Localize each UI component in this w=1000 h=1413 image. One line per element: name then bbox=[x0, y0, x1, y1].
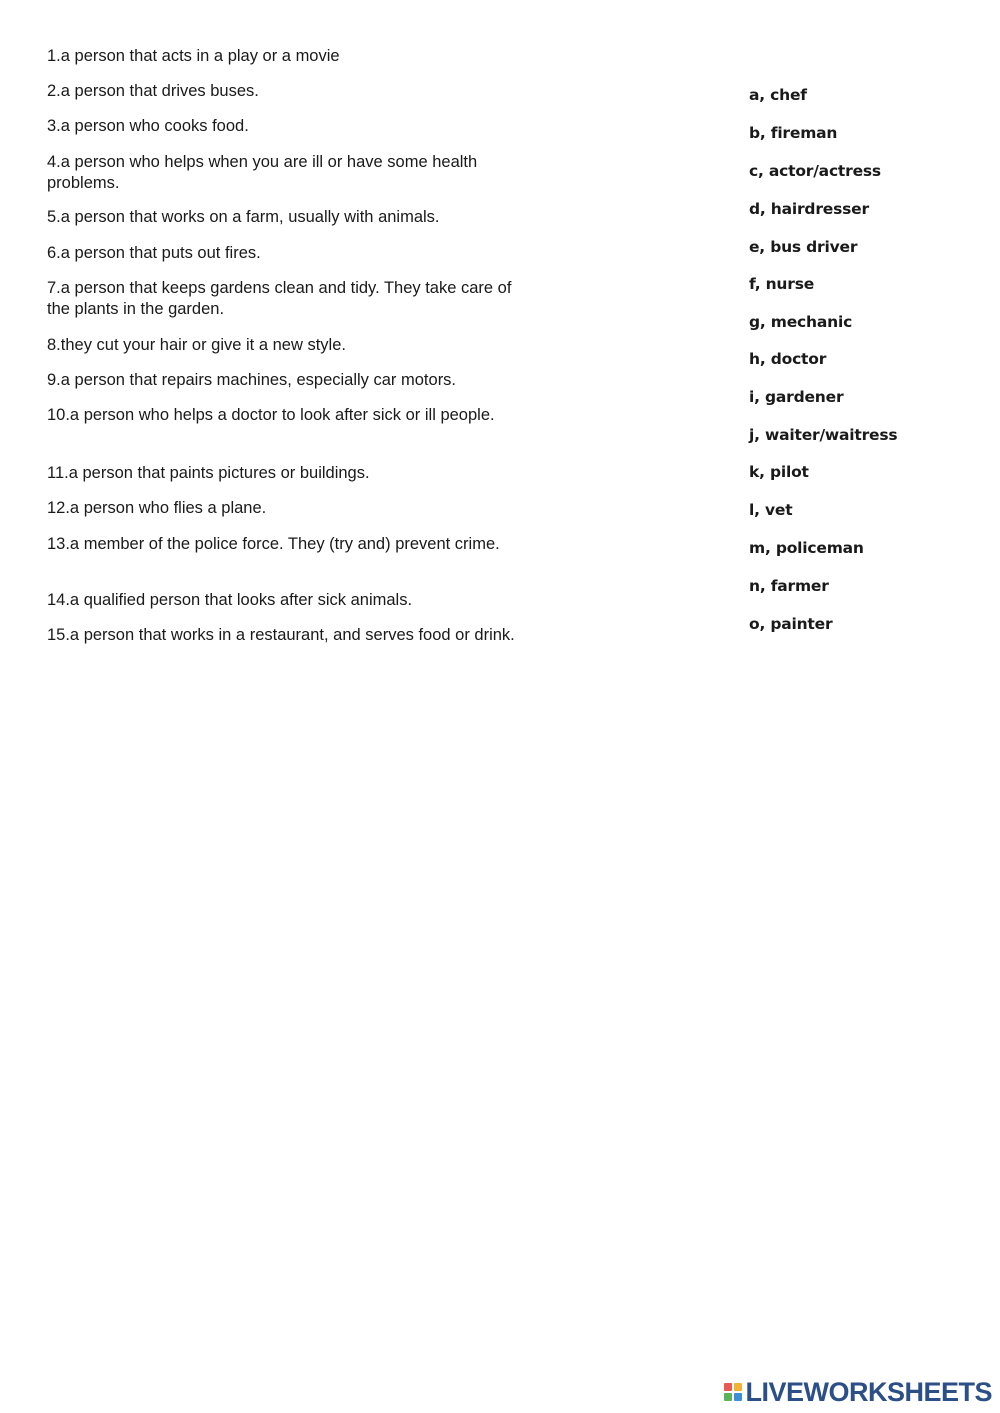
definition-item: 11.a person that paints pictures or buildings. bbox=[47, 464, 370, 482]
liveworksheets-logo bbox=[724, 1377, 992, 1407]
definition-item: 12.a person who flies a plane. bbox=[47, 499, 267, 517]
definition-item: 15.a person that works in a restaurant, and serves food or drink. bbox=[47, 626, 515, 644]
definition-item: 13.a member of the police force. They (try and) prevent crime. bbox=[47, 535, 500, 553]
answer-item: l, vet bbox=[749, 501, 793, 519]
definition-item: 8.they cut your hair or give it a new style. bbox=[47, 336, 346, 354]
answer-item: g, mechanic bbox=[749, 313, 853, 331]
logo-tile-icon bbox=[734, 1393, 742, 1401]
definition-item: 6.a person that puts out fires. bbox=[47, 244, 261, 262]
answer-item: o, painter bbox=[749, 615, 833, 633]
answer-item: f, nurse bbox=[749, 275, 815, 293]
definition-item: 4.a person who helps when you are ill or have some health problems. bbox=[47, 153, 478, 192]
definition-item: 7.a person that keeps gardens clean and tidy. They take care of the plants in the garden. bbox=[47, 279, 512, 318]
definition-item: 10.a person who helps a doctor to look after sick or ill people. bbox=[47, 406, 495, 424]
definition-item: 1.a person that acts in a play or a movie bbox=[47, 47, 340, 65]
answer-item: a, chef bbox=[749, 86, 807, 104]
answer-item: h, doctor bbox=[749, 350, 827, 368]
answer-item: c, actor/actress bbox=[749, 162, 881, 180]
definition-item: 14.a qualified person that looks after sick animals. bbox=[47, 591, 413, 609]
definition-item: 2.a person that drives buses. bbox=[47, 82, 259, 100]
logo-text: LIVEWORKSHEETS bbox=[745, 1377, 992, 1407]
logo-mark-icon bbox=[724, 1380, 742, 1405]
definition-item: 5.a person that works on a farm, usually with animals. bbox=[47, 208, 440, 226]
logo-tile-icon bbox=[724, 1383, 732, 1391]
definition-item: 3.a person who cooks food. bbox=[47, 117, 249, 135]
answer-item: j, waiter/waitress bbox=[749, 426, 898, 444]
answer-item: d, hairdresser bbox=[749, 200, 869, 218]
answer-item: m, policeman bbox=[749, 539, 864, 557]
logo-tile-icon bbox=[724, 1393, 732, 1401]
answer-item: n, farmer bbox=[749, 577, 829, 595]
answer-item: i, gardener bbox=[749, 388, 844, 406]
answer-item: b, fireman bbox=[749, 124, 838, 142]
answer-item: k, pilot bbox=[749, 463, 809, 481]
answer-item: e, bus driver bbox=[749, 238, 858, 256]
logo-tile-icon bbox=[734, 1383, 742, 1391]
definition-item: 9.a person that repairs machines, especially car motors. bbox=[47, 371, 457, 389]
